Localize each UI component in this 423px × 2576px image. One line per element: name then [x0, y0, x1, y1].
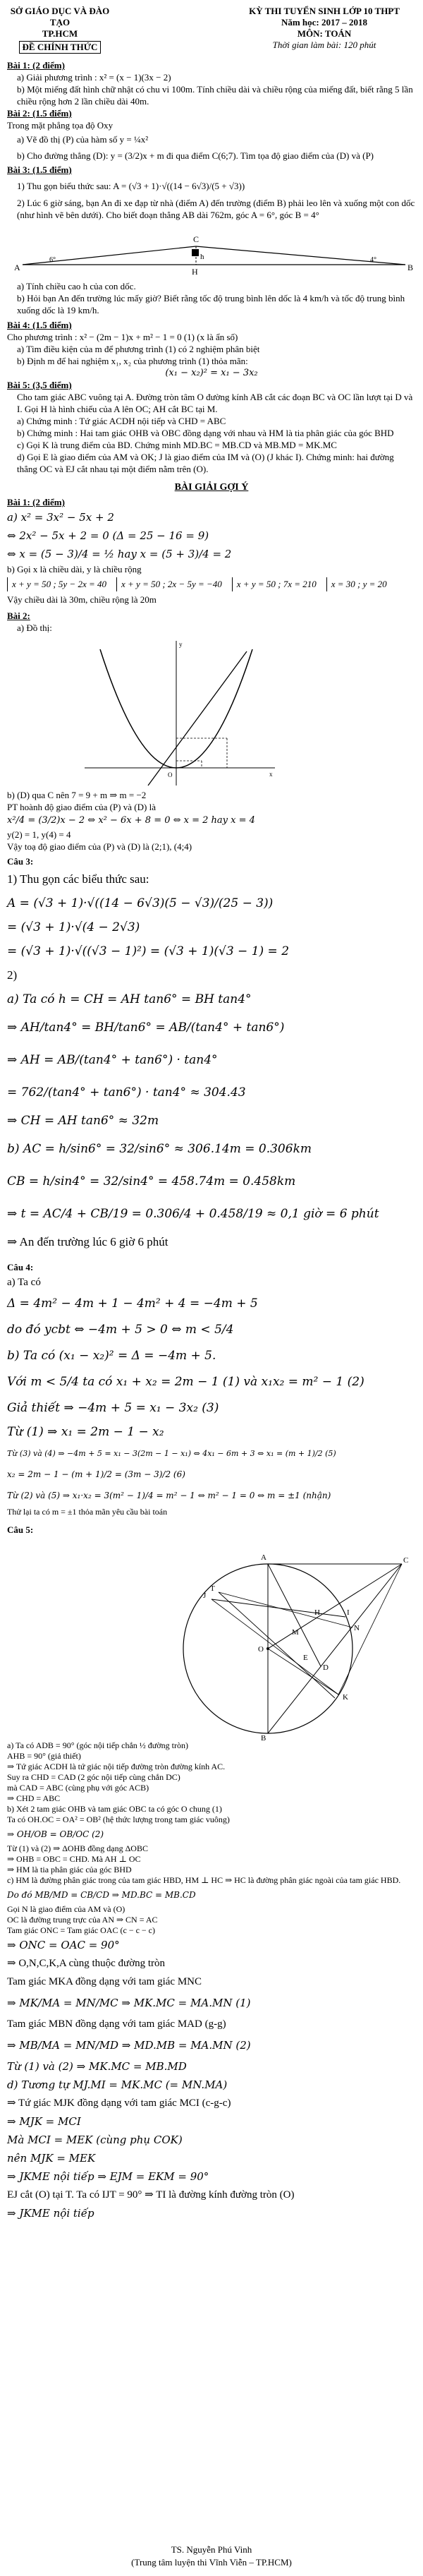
sol5-b1: b) Xét 2 tam giác OHB và tam giác OBC ta có góc O chung (1): [7, 1804, 222, 1814]
sol3-l3: = (√3 + 1)·√((√3 − 1)²) = (√3 + 1)(√3 − 1) = 2: [7, 944, 290, 958]
sol5-b5: ⇒ OHB = OBC = CHD. Mà AH ⊥ OC: [7, 1854, 141, 1864]
label-h: h: [200, 253, 204, 261]
solution-3-title: Câu 3:: [7, 856, 34, 867]
sol5-c5: Tam giác ONC = Tam giác OAC (c − c − c): [7, 1925, 156, 1935]
solution-4-title: Câu 4:: [7, 1262, 34, 1272]
exam-header: [7, 6, 416, 54]
sol2-b3: x²/4 = (3/2)x − 2 ⇔ x² − 6x + 8 = 0 ⇔ x = 2 hay x = 4: [7, 815, 255, 826]
sol5-d3: ⇒ MJK = MCI: [7, 2115, 81, 2128]
problem-5-intro: Cho tam giác ABC vuông tại A. Đường tròn tâm O đường kính AB cắt các đoạn BC và OC lần lượt tại D và I. Gọi H là hình chiếu của A lên OC; AH cắt BC tại M.: [17, 392, 413, 414]
fig-label-H: H: [314, 1608, 320, 1617]
x-axis-label: x: [269, 771, 273, 778]
sol1-b1: b) Gọi x là chiều dài, y là chiều rộng: [7, 564, 142, 574]
solution-2: [7, 610, 416, 853]
sol3-a4: = 762/(tan4° + tan6°) · tan4° ≈ 304.43: [7, 1085, 246, 1100]
solution-1: [7, 496, 416, 606]
sol4-a2: do đó ycbt ⇔ −4m + 5 > 0 ⇔ m < 5/4: [7, 1323, 234, 1337]
sol1-b2: Vậy chiều dài là 30m, chiều rộng là 20m: [7, 594, 157, 605]
problem-2a: a) Vẽ đồ thị (P) của hàm số y = ¼x²: [17, 134, 149, 145]
sol1-a2: ⇔ 2x² − 5x + 2 = 0 (Δ = 25 − 16 = 9): [7, 529, 209, 542]
problem-4-intro: Cho phương trình : x² − (2m − 1)x + m² − 1 = 0 (1) (x là ẩn số): [7, 332, 238, 342]
sol4-b1: b) Ta có (x₁ − x₂)² = Δ = −4m + 5.: [7, 1349, 216, 1363]
problem-3-1: 1) Thu gọn biểu thức sau: A = (√3 + 1)·√((14 − 6√3)/(5 + √3)): [17, 181, 245, 191]
problem-1a: a) Giải phương trình : x² = (x − 1)(3x − 2): [17, 72, 171, 83]
problem-3b: b) Hỏi bạn An đến trường lúc mấy giờ? Biết rằng tốc độ trung bình lên dốc là 4 km/h và tốc độ trung bình xuống dốc là 19 km/h.: [17, 293, 405, 315]
problem-1b: b) Một miếng đất hình chữ nhật có chu vi 100m. Tính chiều dài và chiều rộng của miếng đất, biết rằng 5 lần chiều rộng hơn 2 lần chiều dài 40m.: [17, 84, 413, 107]
sol5-a6: ⇒ CHD = ABC: [7, 1793, 61, 1803]
sol5-b2: Ta có OH.OC = OA² = OB² (hệ thức lượng trong tam giác vuông): [7, 1814, 230, 1824]
sol3-b4: ⇒ An đến trường lúc 6 giờ 6 phút: [7, 1235, 168, 1248]
org-name: SỞ GIÁO DỤC VÀ ĐÀO TẠO: [10, 6, 110, 28]
sol5-c6: ⇒ ONC = OAC = 90°: [7, 1939, 120, 1951]
solution-title: BÀI GIẢI GỢI Ý: [174, 482, 249, 493]
sol3-b1: b) AC = h/sin6° = 32/sin6° ≈ 306.14m = 0.306km: [7, 1142, 312, 1156]
line-D: [148, 651, 247, 786]
signature: [0, 2544, 423, 2569]
sol5-c7: ⇒ O,N,C,K,A cùng thuộc đường tròn: [7, 1958, 166, 1969]
problem-1-title: Bài 1: (2 điểm): [7, 60, 65, 71]
sol4-b4: Từ (1) ⇒ x₁ = 2m − 1 − x₂: [7, 1425, 164, 1439]
system-1: x + y = 50 ; 5y − 2x = 40: [7, 577, 106, 591]
sol5-b3: ⇒ OH/OB = OB/OC (2): [7, 1829, 104, 1839]
problem-4-title: Bài 4: (1.5 điểm): [7, 320, 72, 330]
circle-geometry-figure: [7, 1536, 416, 1740]
label-C: C: [193, 234, 200, 244]
sol4-b3: Giả thiết ⇒ −4m + 5 = x₁ − 3x₂ (3): [7, 1401, 219, 1415]
sol5-d1: d) Tương tự MJ.MI = MK.MC (= MN.MA): [7, 2078, 228, 2091]
sol5-b6: ⇒ HM là tia phân giác của góc BHD: [7, 1865, 132, 1874]
label-angle-B: 4°: [370, 256, 376, 264]
sol2-b2: PT hoành độ giao điểm của (P) và (D) là: [7, 802, 156, 812]
sol2-b1: b) (D) qua C nên 7 = 9 + m ⇒ m = −2: [7, 790, 147, 800]
problem-5-title: Bài 5: (3,5 điểm): [7, 380, 72, 390]
parabola-graph: [70, 634, 282, 789]
system-3: x + y = 50 ; 7x = 210: [232, 577, 317, 591]
sol5-c11: ⇒ MB/MA = MN/MD ⇒ MD.MB = MA.MN (2): [7, 2039, 251, 2052]
sol4-b8: Thử lại ta có m = ±1 thỏa mãn yêu cầu bài toán: [7, 1507, 168, 1517]
sol5-a1: a) Ta có ADB = 90° (góc nội tiếp chắn ½ đường tròn): [7, 1740, 188, 1750]
sol3-a1: a) Ta có h = CH = AH tan6° = BH tan4°: [7, 992, 252, 1006]
org-city: TP.HCM: [42, 28, 78, 39]
sol2-b5: Vậy toạ độ giao điểm của (P) và (D) là (2;1), (4;4): [7, 841, 192, 852]
problem-4b: b) Định m để hai nghiệm x₁, x₂ của phương trình (1) thỏa mãn:: [17, 356, 248, 366]
fig-label-M: M: [292, 1628, 299, 1637]
fig-label-C: C: [403, 1556, 409, 1565]
sol5-c10: Tam giác MBN đồng dạng với tam giác MAD (g-g): [7, 2018, 226, 2030]
sol3-l1: A = (√3 + 1)·√((14 − 6√3)(5 − √3)/(25 − 3)): [7, 896, 274, 910]
sol3-b3: ⇒ t = AC/4 + CB/19 = 0.306/4 + 0.458/19 ≈ 0,1 giờ = 6 phút: [7, 1207, 379, 1221]
sol2-b4: y(2) = 1, y(4) = 4: [7, 829, 71, 840]
fig-label-O: O: [258, 1645, 264, 1654]
sol5-c9: ⇒ MK/MA = MN/MC ⇒ MK.MC = MA.MN (1): [7, 1997, 251, 2009]
sol3-b2: CB = h/sin4° = 32/sin4° = 458.74m = 0.458km: [7, 1174, 296, 1188]
y-axis-label: y: [179, 641, 183, 648]
sol5-d4: Mà MCI = MEK (cùng phụ COK): [7, 2133, 183, 2146]
fig-label-N: N: [354, 1624, 360, 1632]
fig-label-E: E: [303, 1654, 308, 1662]
sol5-c3: Gọi N là giao điểm của AM và (O): [7, 1904, 125, 1914]
sol3-n2: 2): [7, 968, 18, 982]
label-H: H: [192, 267, 198, 277]
sol3-a5: ⇒ CH = AH tan6° ≈ 32m: [7, 1114, 159, 1128]
solution-5: [7, 1524, 416, 2222]
sol5-d7: EJ cắt (O) tại T. Ta có IJT = 90° ⇒ TI là đường kính đường tròn (O): [7, 2189, 295, 2201]
problem-3-title: Bài 3: (1.5 điểm): [7, 164, 72, 175]
header-right: [233, 6, 416, 54]
sol4-b6: x₂ = 2m − 1 − (m + 1)/2 = (3m − 3)/2 (6): [7, 1469, 185, 1479]
sol4-a: a) Ta có: [7, 1277, 41, 1288]
origin-label: O: [168, 771, 173, 778]
problem-3a: a) Tính chiều cao h của con dốc.: [17, 281, 136, 291]
sol1-a1: a) x² = 3x² − 5x + 2: [7, 511, 114, 524]
label-angle-A: 6°: [49, 256, 56, 264]
sol5-a5: mà CAD = ABC (cùng phụ với góc ACB): [7, 1783, 149, 1793]
exam-time: Thời gian làm bài: 120 phút: [272, 40, 376, 50]
solution-4: [7, 1261, 416, 1518]
solution-1-title: Bài 1: (2 điểm): [7, 497, 65, 507]
problem-5b: b) Chứng minh : Hai tam giác OHB và OBC đồng dạng với nhau và HM là tia phân giác của góc BHD: [17, 428, 394, 438]
sol5-c2: Do đó MB/MD = CB/CD ⇒ MD.BC = MB.CD: [7, 1890, 196, 1900]
sol5-b4: Từ (1) và (2) ⇒ ΔOHB đồng dạng ΔOBC: [7, 1843, 148, 1853]
label-A: A: [14, 263, 20, 272]
sol5-d6: ⇒ JKME nội tiếp ⇒ EJM = EKM = 90°: [7, 2170, 209, 2183]
sol5-d8: ⇒ JKME nội tiếp: [7, 2207, 94, 2220]
fig-label-K: K: [343, 1693, 348, 1702]
problem-5a: a) Chứng minh : Tứ giác ACDH nội tiếp và CHD = ABC: [17, 416, 226, 426]
sol3-l2: = (√3 + 1)·√(4 − 2√3): [7, 920, 140, 934]
sol5-a2: AHB = 90° (giả thiết): [7, 1751, 81, 1761]
problem-3-2: 2) Lúc 6 giờ sáng, bạn An đi xe đạp từ nhà (điểm A) đến trường (điểm B) phải leo lên và xuống một con dốc (như hình vẽ bên dưới). Cho biết đoạn thẳng AB dài 762m, góc A = 6°, góc B = 4°: [17, 198, 415, 220]
sol5-a3: ⇒ Tứ giác ACDH là tứ giác nội tiếp đường tròn đường kính AC.: [7, 1762, 226, 1771]
sol3-a2: ⇒ AH/tan4° = BH/tan6° = AB/(tan4° + tan6°): [7, 1021, 285, 1035]
solution-5-title: Câu 5:: [7, 1524, 34, 1535]
label-B: B: [407, 263, 414, 272]
sol5-c12: Từ (1) và (2) ⇒ MK.MC = MB.MD: [7, 2060, 187, 2073]
problem-2-intro: Trong mặt phẳng tọa độ Oxy: [7, 120, 114, 131]
problem-5d: d) Gọi E là giao điểm của AM và OK; J là giao điểm của IM và (O) (J khác I). Chứng minh: hai đường thẳng OC và EJ cắt nhau tại một điểm nằm trên (O).: [17, 452, 394, 474]
fig-label-B: B: [261, 1734, 266, 1740]
problem-2-title: Bài 2: (1.5 điểm): [7, 108, 72, 119]
problem-4-equation: (x₁ − x₂)² = x₁ − 3x₂: [165, 368, 258, 378]
sol5-c1: c) HM là đường phân giác trong của tam giác HBD, HM ⊥ HC ⇒ HC là đường phân giác ngoài của tam giác HBD.: [7, 1875, 401, 1885]
bicycle-icon: [192, 249, 199, 256]
system-4: x = 30 ; y = 20: [326, 577, 387, 591]
problem-4a: a) Tìm điều kiện của m để phương trình (1) có 2 nghiệm phân biệt: [17, 344, 260, 354]
author-org: (Trung tâm luyện thi Vĩnh Viễn – TP.HCM): [131, 2557, 292, 2568]
sol1-systems: [7, 577, 416, 591]
exam-name: KỲ THI TUYỂN SINH LỚP 10 THPT: [249, 6, 400, 16]
author-name: TS. Nguyễn Phú Vinh: [171, 2544, 252, 2555]
sol4-b2: Với m < 5/4 ta có x₁ + x₂ = 2m − 1 (1) và x₁x₂ = m² − 1 (2): [7, 1375, 364, 1389]
problem-2b: b) Cho đường thẳng (D): y = (3/2)x + m đi qua điểm C(6;7). Tìm tọa độ giao điểm của (D) và (P): [17, 150, 374, 161]
sol5-d5: nên MJK = MEK: [7, 2152, 96, 2165]
slope-diagram: [7, 221, 416, 280]
header-left: [7, 6, 113, 54]
sol4-a1: Δ = 4m² − 4m + 1 − 4m² + 4 = −4m + 5: [7, 1296, 258, 1311]
sol5-d2: ⇒ Tứ giác MJK đồng dạng với tam giác MCI (c-g-c): [7, 2097, 231, 2109]
sol2-a: a) Đồ thị:: [17, 622, 52, 633]
fig-label-D: D: [323, 1663, 329, 1672]
sol3-a3: ⇒ AH = AB/(tan4° + tan6°) · tan4°: [7, 1053, 218, 1067]
solution-2-title: Bài 2:: [7, 610, 30, 621]
fig-label-I: I: [347, 1608, 350, 1617]
problems: [7, 59, 416, 475]
exam-subject: MÔN: TOÁN: [297, 28, 352, 39]
fig-label-A: A: [261, 1553, 266, 1562]
solution-3: [7, 855, 416, 1254]
sol1-a3: ⇔ x = (5 − 3)/4 = ½ hay x = (5 + 3)/4 = 2: [7, 548, 232, 560]
sol5-c8: Tam giác MKA đồng dạng với tam giác MNC: [7, 1976, 202, 1987]
sol5-a4: Suy ra CHD = CAD (2 góc nội tiếp cùng chắn DC): [7, 1772, 180, 1782]
sol3-intro: 1) Thu gọn các biểu thức sau:: [7, 872, 149, 886]
fig-label-J: J: [203, 1591, 207, 1600]
problem-5c: c) Gọi K là trung điểm của BD. Chứng minh MD.BC = MB.CD và MB.MD = MK.MC: [17, 440, 337, 450]
sol5-c4: OC là đường trung trực của AN ⇒ CN = AC: [7, 1915, 158, 1925]
official-stamp: ĐỀ CHÍNH THỨC: [19, 41, 102, 54]
sol4-b5: Từ (3) và (4) ⇒ −4m + 5 = x₁ − 3(2m − 1 − x₁) ⇔ 4x₁ − 6m + 3 ⇔ x₁ = (m + 1)/2 (5): [7, 1449, 336, 1458]
exam-year: Năm học: 2017 – 2018: [281, 17, 368, 28]
fig-label-T: T: [210, 1584, 215, 1593]
sol5-body: [7, 1740, 416, 1936]
sol4-b7: Từ (2) và (5) ⇒ x₁·x₂ = 3(m² − 1)/4 = m² − 1 ⇔ m² − 1 = 0 ⇔ m = ±1 (nhận): [7, 1491, 331, 1500]
system-2: x + y = 50 ; 2x − 5y = −40: [116, 577, 222, 591]
